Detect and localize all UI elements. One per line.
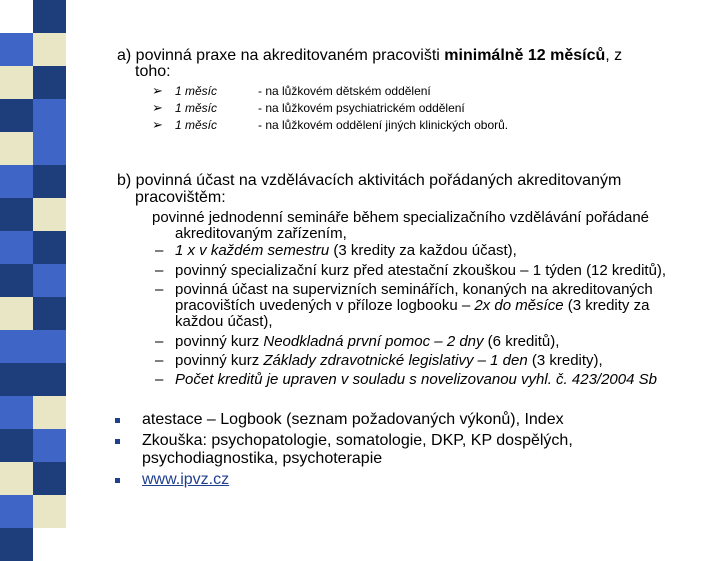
strip-cell xyxy=(0,528,33,561)
duration-1: 1 měsíc xyxy=(175,84,218,98)
dash-bullet-icon: – xyxy=(155,262,164,279)
bullet-credits-note: Počet kreditů je upraven v souladu s novelizovanou vyhl. č. 423/2004 Sb xyxy=(175,371,657,388)
strip-cell xyxy=(0,0,33,33)
dash-bullet-icon: – xyxy=(155,352,164,369)
strip-cell xyxy=(33,264,66,297)
bottom-item-exam-line1: Zkouška: psychopatologie, somatologie, DKP, KP dospělých, xyxy=(142,432,573,449)
strip-cell xyxy=(33,165,66,198)
strip-cell xyxy=(33,99,66,132)
strip-cell xyxy=(0,396,33,429)
strip-cell xyxy=(33,363,66,396)
bullet-supervision-line1: povinná účast na supervizních seminářích, konaných na akreditovaných xyxy=(175,281,653,298)
bottom-item-exam-line2: psychodiagnostika, psychoterapie xyxy=(142,450,383,467)
bullet-specialization-course: povinný specializační kurz před atestační zkouškou – 1 týden (12 kreditů), xyxy=(175,262,667,279)
strip-cell xyxy=(0,363,33,396)
strip-cell xyxy=(0,33,33,66)
dash-bullet-icon: – xyxy=(155,242,164,259)
section-b-heading-line1: b) povinná účast na vzdělávacích aktivitách pořádaných akreditovaným xyxy=(117,172,622,189)
strip-cell xyxy=(33,33,66,66)
strip-cell xyxy=(0,264,33,297)
strip-cell xyxy=(33,396,66,429)
duration-3: 1 měsíc xyxy=(175,118,218,132)
strip-cell xyxy=(0,66,33,99)
bullet-supervision-line3: každou účast), xyxy=(175,313,273,330)
section-a-heading-line1: a) povinná praxe na akreditovaném pracovišti minimálně 12 měsíců, z xyxy=(117,47,623,64)
strip-cell xyxy=(0,198,33,231)
seminars-intro-line1: povinné jednodenní semináře během specializačního vzdělávání pořádané xyxy=(152,209,650,226)
strip-cell xyxy=(33,198,66,231)
arrow-bullet-icon: ➢ xyxy=(152,100,163,115)
department-3: - na lůžkovém oddělení jiných klinických oborů. xyxy=(258,118,509,132)
strip-cell xyxy=(0,165,33,198)
arrow-bullet-icon: ➢ xyxy=(152,83,163,98)
strip-cell xyxy=(33,495,66,528)
decorative-color-strip xyxy=(0,0,66,540)
bullet-supervision-line2: pracovištích uvedených v příloze logbooku – 2x do měsíce (3 kredity za xyxy=(175,297,650,314)
seminars-intro-line2: akreditovaným zařízením, xyxy=(175,225,347,242)
department-1: - na lůžkovém dětském oddělení xyxy=(258,84,431,98)
bottom-item-website[interactable] xyxy=(142,472,229,488)
strip-cell xyxy=(33,66,66,99)
strip-cell xyxy=(0,429,33,462)
dash-bullet-icon: – xyxy=(155,281,164,298)
strip-cell xyxy=(0,132,33,165)
strip-cell xyxy=(33,132,66,165)
section-b-heading-line2: pracovištěm: xyxy=(135,189,226,206)
strip-cell xyxy=(0,495,33,528)
strip-cell xyxy=(0,99,33,132)
duration-2: 1 měsíc xyxy=(175,101,218,115)
strip-cell xyxy=(33,429,66,462)
strip-cell xyxy=(33,231,66,264)
dash-bullet-icon: – xyxy=(155,333,164,350)
arrow-bullet-icon: ➢ xyxy=(152,117,163,132)
bullet-legislation: povinný kurz Základy zdravotnické legislativy – 1 den (3 kredity), xyxy=(175,352,603,369)
square-bullet-icon xyxy=(115,439,120,444)
strip-cell xyxy=(33,0,66,33)
strip-cell xyxy=(0,297,33,330)
strip-cell xyxy=(0,330,33,363)
square-bullet-icon xyxy=(115,478,120,483)
strip-cell xyxy=(33,528,66,561)
bullet-first-aid: povinný kurz Neodkladná první pomoc – 2 dny (6 kreditů), xyxy=(175,333,560,350)
bottom-item-attestation: atestace – Logbook (seznam požadovaných výkonů), Index xyxy=(142,411,564,428)
strip-cell xyxy=(33,330,66,363)
department-2: - na lůžkovém psychiatrickém oddělení xyxy=(258,101,465,115)
square-bullet-icon xyxy=(115,418,120,423)
section-a-heading-line2: toho: xyxy=(135,63,171,80)
strip-cell xyxy=(0,231,33,264)
bullet-semester: 1 x v každém semestru (3 kredity za každou účast), xyxy=(175,242,517,259)
ipvz-link[interactable]: www.ipvz.cz xyxy=(142,471,230,488)
strip-cell xyxy=(33,462,66,495)
strip-cell xyxy=(33,297,66,330)
strip-cell xyxy=(0,462,33,495)
dash-bullet-icon: – xyxy=(155,371,164,388)
